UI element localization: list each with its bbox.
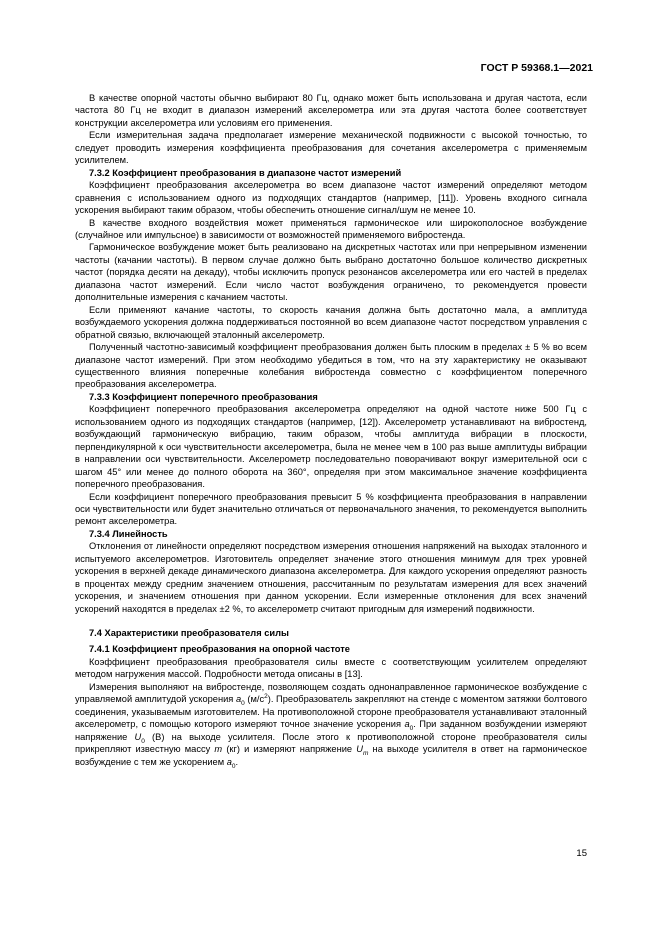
paragraph: Если коэффициент поперечного преобразования превысит 5 % коэффициента преобразования в направлении оси чувствительности или будет значительно отличаться от первоначального значения, то рекомендуется выполнить ремонт акселерометра.	[75, 491, 587, 527]
paragraph: Коэффициент преобразования преобразователя силы вместе с соответствующим усилителем определяют методом нагружения массой. Подробности метода описаны в [13].	[75, 656, 587, 680]
paragraph: Гармоническое возбуждение может быть реализовано на дискретных частотах или при непрерывном изменении частоты (качании частоты). В первом случае должно быть выбрано достаточно большое количество дискретных частот (порядка десяти на декаду), чтобы исключить пропуск резонансов акселерометра или его частей в пределах диапазона частот измерений. Если число частот возбуждения ограничено, то рекомендуется провести дополнительные измерения с качанием частоты.	[75, 242, 587, 303]
paragraph-with-formulas: Измерения выполняют на вибростенде, позволяющем создать однонаправленное гармоническое возбуждение с управляемой амплитудой ускорения $a_0$ $(м/с^2)$. Преобразователь закрепляют на стенде с моментом затяжки болтового соединения, указываемым изготовителем. На противоположной стороне преобразователя устанавливают эталонный акселерометр, с помощью которого измеряют точное значение ускорения $a_0$. При заданном возбуждении измеряют напряжение $U_0$ (В) на выходе усилителя. После этого к противоположной стороне преобразователя силы прикрепляют известную массу m (кг) и измеряют напряжение $U_m$ на выходе усилителя в ответ на гармоническое возбуждение с тем же ускорением $a_0$.	[75, 681, 588, 770]
paragraph: В качестве опорной частоты обычно выбирают 80 Гц, однако может быть использована и другая частота, если частота 80 Гц не входит в диапазон измерений акселерометра или эта другая частота более соответствует конструкции акселерометра или условиям его применения.	[75, 93, 587, 128]
section-heading-7-4: 7.4 Характеристики преобразователя силы	[89, 628, 289, 639]
paragraph: Коэффициент поперечного преобразования акселерометра определяют на одной частоте ниже 500 Гц с использованием одного из подходящих стандартов (например, [12]). Акселерометр устанавливают на вибростенд, возбуждающий гармоническую вибрацию, таким образом, чтобы амплитуда вибрации в плоскости, перпендикулярной к оси чувствительности акселерометра, была не менее чем в 100 раз выше амплитуды вибрации в направлении оси чувствительности. Акселерометр последовательно поворачивают вокруг измерительной оси с шагом 45° или менее до полного оборота на 360°, определяя при этом максимальное значение коэффициента поперечного преобразования.	[75, 404, 587, 490]
paragraph: Отклонения от линейности определяют посредством измерения отношения напряжений на выходах эталонного и испытуемого акселерометров. Изготовитель определяет значение этого отношения минимум для трех уровней ускорения в верхней декаде динамического диапазона акселерометра. Для каждого ускорения определяют разность в процентах между средним значением отношения, рассчитанным по результатам измерения для всех значений ускорения, и значением отношения при данном ускорении. Если измеренные отклонения для всех значений ускорений находятся в пределах ±2 %, то акселерометр считают пригодным для измерений подвижности.	[75, 541, 587, 614]
document-header: ГОСТ Р 59368.1—2021	[480, 62, 593, 74]
paragraph: Коэффициент преобразования акселерометра во всем диапазоне частот измерений определяют методом сравнения с использованием одного из подходящих стандартов (например, [11]). Уровень входного сигнала ускорения выбирают таким образом, чтобы обеспечить отношение сигнал/шум не менее 10.	[75, 180, 587, 216]
paragraph: Полученный частотно-зависимый коэффициент преобразования должен быть плоским в пределах ± 5 % во всем диапазоне частот измерений. При этом необходимо убедиться в том, что на эту характеристику не оказывают существенного влияния поперечные колебания вибростенда совместно с коэффициентом поперечного преобразования акселерометра.	[75, 342, 587, 390]
paragraph: Если измерительная задача предполагает измерение механической подвижности с высокой точностью, то следует проводить измерения коэффициента преобразования для сочетания акселерометра с применяемым усилителем.	[75, 130, 587, 166]
paragraph: В качестве входного воздействия может применяться гармоническое или широкополосное возбуждение (случайное или импульсное) в зависимости от возможностей применяемого вибростенда.	[75, 217, 587, 240]
section-heading-7-3-4: 7.3.4 Линейность	[89, 528, 168, 539]
document-body	[75, 92, 587, 768]
page-number: 15	[576, 848, 587, 859]
section-heading-7-3-3: 7.3.3 Коэффициент поперечного преобразования	[89, 391, 318, 402]
section-heading-7-3-2: 7.3.2 Коэффициент преобразования в диапазоне частот измерений	[89, 167, 402, 178]
paragraph: Если применяют качание частоты, то скорость качания должна быть достаточно мала, а амплитуда возбуждаемого ускорения должна поддерживаться постоянной во всем диапазоне частот посредством управления с обратной связью, включающей эталонный акселерометр.	[75, 304, 587, 340]
section-heading-7-4-1: 7.4.1 Коэффициент преобразования на опорной частоте	[89, 644, 350, 655]
